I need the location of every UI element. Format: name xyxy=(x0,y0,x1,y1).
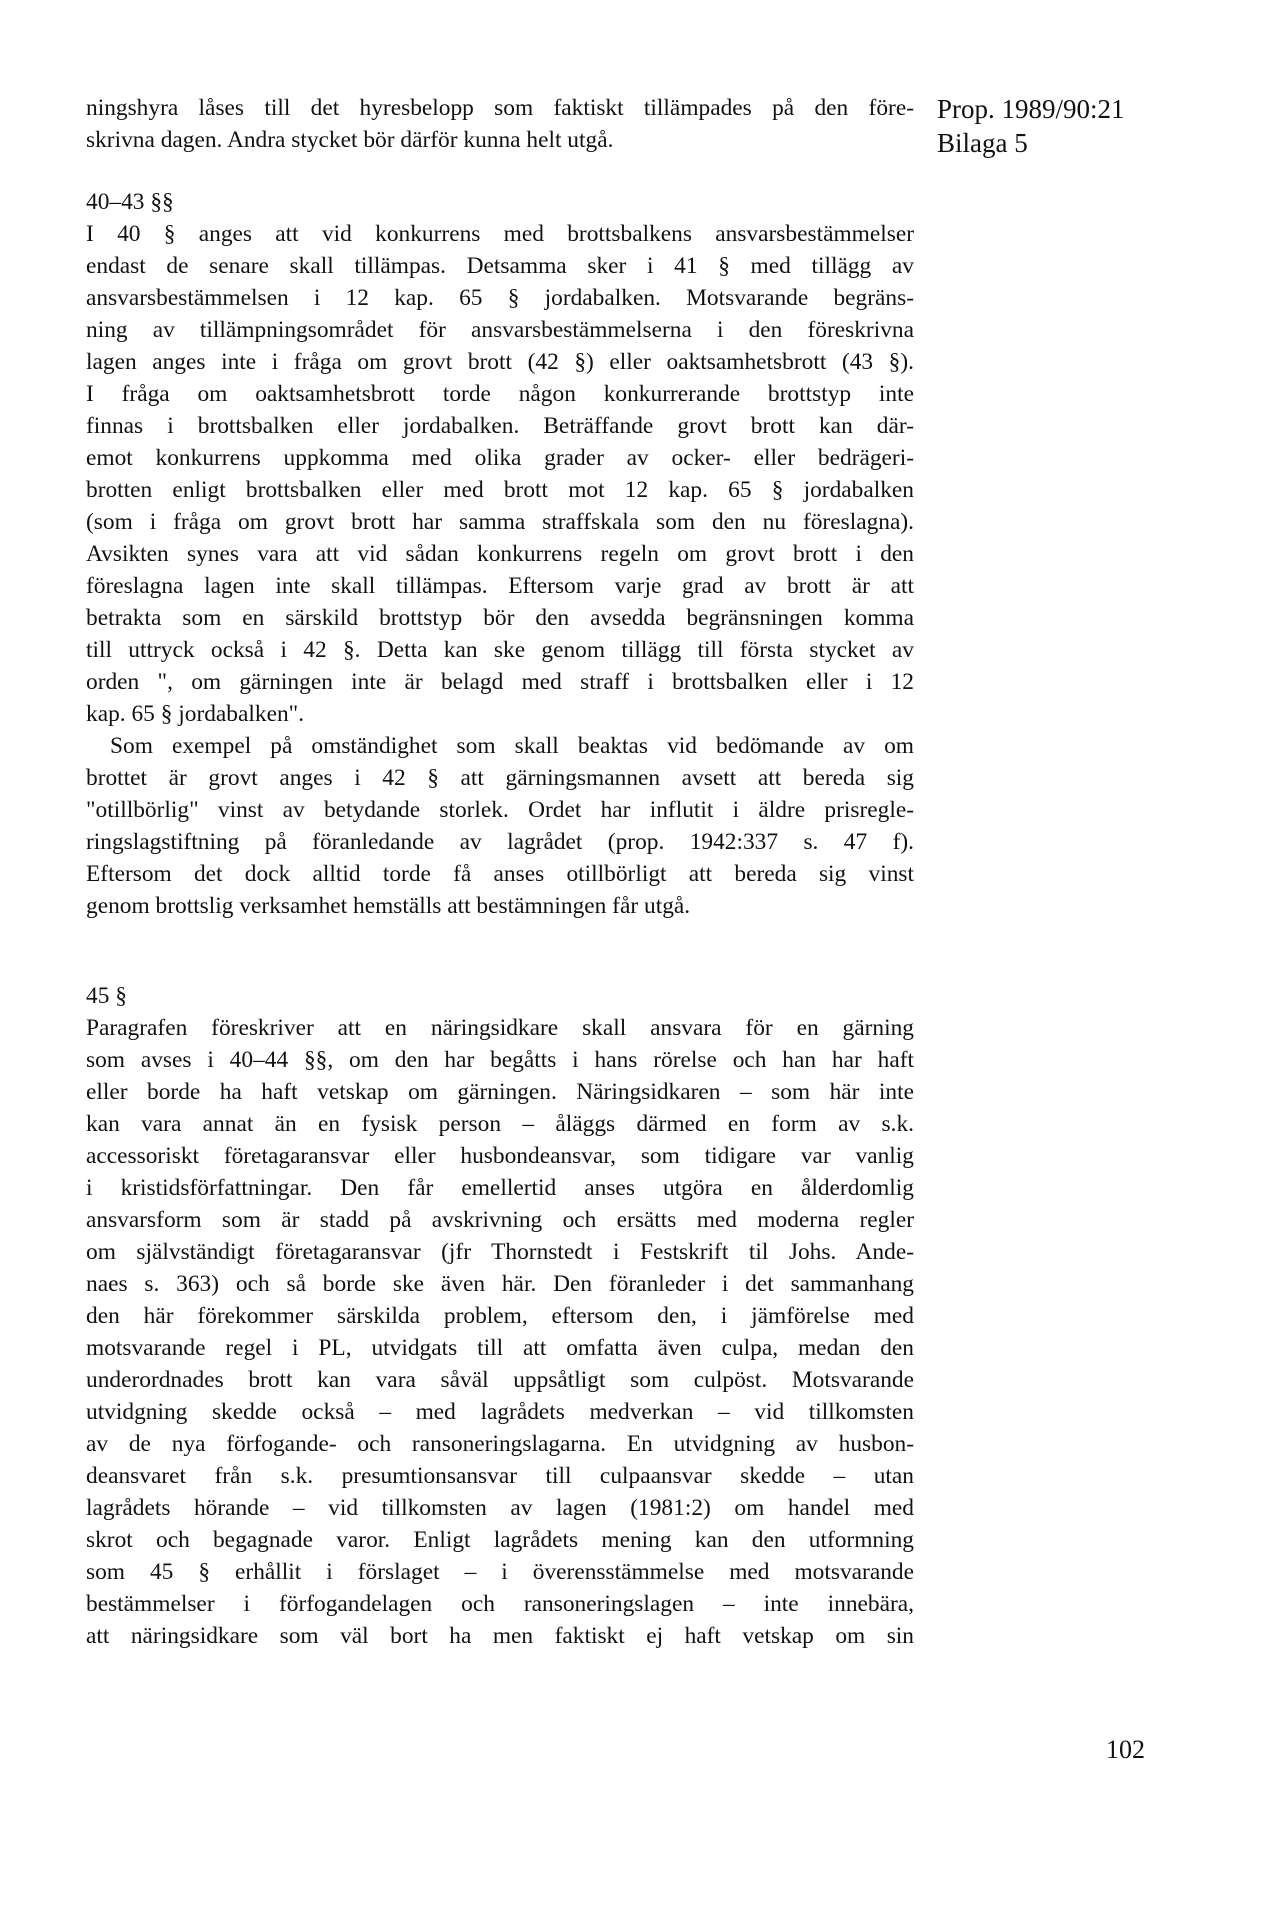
body-line: underordnades brott kan vara såväl uppsåtligt som culpöst. Motsvarande xyxy=(86,1367,914,1393)
text-column xyxy=(86,92,914,1652)
page-number: 102 xyxy=(1106,1735,1145,1764)
body-line: lagen anges inte i fråga om grovt brott (42 §) eller oaktsamhetsbrott (43 §). xyxy=(86,349,914,375)
body-line: emot konkurrens uppkomma med olika grader av ocker- eller bedrägeri- xyxy=(86,445,914,471)
body-line: som 45 § erhållit i förslaget – i överensstämmelse med motsvarande xyxy=(86,1559,914,1585)
body-line: Avsikten synes vara att vid sådan konkurrens regeln om grovt brott i den xyxy=(86,541,914,567)
body-line: bestämmelser i förfogandelagen och ransoneringslagen – inte innebära, xyxy=(86,1591,914,1617)
body-line: föreslagna lagen inte skall tillämpas. Eftersom varje grad av brott är att xyxy=(86,573,914,599)
body-line: kan vara annat än en fysisk person – åläggs därmed en form av s.k. xyxy=(86,1111,914,1137)
body-line: om självständigt företagaransvar (jfr Thornstedt i Festskrift til Johs. Ande- xyxy=(86,1239,914,1265)
body-line: utvidgning skedde också – med lagrådets medverkan – vid tillkomsten xyxy=(86,1399,914,1425)
proposition-number: Prop. 1989/90:21 xyxy=(937,94,1125,124)
body-line: av de nya förfogande- och ransoneringslagarna. En utvidgning av husbon- xyxy=(86,1431,914,1457)
body-line: "otillbörlig" vinst av betydande storlek. Ordet har influtit i äldre prisregle- xyxy=(86,797,914,823)
body-line: Eftersom det dock alltid torde få anses otillbörligt att bereda sig vinst xyxy=(86,861,914,887)
body-line: att näringsidkare som väl bort ha men faktiskt ej haft vetskap om sin xyxy=(86,1623,914,1649)
body-line: genom brottslig verksamhet hemställs att bestämningen får utgå. xyxy=(86,893,691,919)
intro-line: skrivna dagen. Andra stycket bör därför kunna helt utgå. xyxy=(86,127,614,153)
body-line: I 40 § anges att vid konkurrens med brottsbalkens ansvarsbestämmelser xyxy=(86,221,914,247)
body-line: ringslagstiftning på föranledande av lagrådet (prop. 1942:337 s. 47 f). xyxy=(86,829,914,855)
margin-header xyxy=(937,92,1125,160)
section-heading-40-43: 40–43 §§ xyxy=(86,189,174,215)
body-line: Paragrafen föreskriver att en näringsidkare skall ansvara för en gärning xyxy=(86,1015,914,1041)
intro-line: ningshyra låses till det hyresbelopp som faktiskt tillämpades på den före- xyxy=(86,95,914,121)
body-line: (som i fråga om grovt brott har samma straffskala som den nu föreslagna). xyxy=(86,509,914,535)
section-heading-45: 45 § xyxy=(86,983,127,1009)
body-line: betrakta som en särskild brottstyp bör den avsedda begränsningen komma xyxy=(86,605,914,631)
body-line: brotten enligt brottsbalken eller med brott mot 12 kap. 65 § jordabalken xyxy=(86,477,914,503)
body-line: deansvaret från s.k. presumtionsansvar till culpaansvar skedde – utan xyxy=(86,1463,914,1489)
body-line: orden ", om gärningen inte är belagd med straff i brottsbalken eller i 12 xyxy=(86,669,914,695)
body-line: lagrådets hörande – vid tillkomsten av lagen (1981:2) om handel med xyxy=(86,1495,914,1521)
body-line: kap. 65 § jordabalken". xyxy=(86,701,305,727)
body-line: ansvarsform som är stadd på avskrivning och ersätts med moderna regler xyxy=(86,1207,914,1233)
body-line: ning av tillämpningsområdet för ansvarsbestämmelserna i den föreskrivna xyxy=(86,317,914,343)
body-line: eller borde ha haft vetskap om gärningen. Näringsidkaren – som här inte xyxy=(86,1079,914,1105)
body-line: Som exempel på omständighet som skall beaktas vid bedömande av om xyxy=(110,733,914,759)
body-line: den här förekommer särskilda problem, eftersom den, i jämförelse med xyxy=(86,1303,914,1329)
body-line: i kristidsförfattningar. Den får emellertid anses utgöra en ålderdomlig xyxy=(86,1175,914,1201)
body-line: som avses i 40–44 §§, om den har begåtts i hans rörelse och han har haft xyxy=(86,1047,914,1073)
appendix-label: Bilaga 5 xyxy=(937,128,1028,158)
body-line: skrot och begagnade varor. Enligt lagrådets mening kan den utformning xyxy=(86,1527,914,1553)
body-line: I fråga om oaktsamhetsbrott torde någon konkurrerande brottstyp inte xyxy=(86,381,914,407)
body-line: accessoriskt företagaransvar eller husbondeansvar, som tidigare var vanlig xyxy=(86,1143,914,1169)
body-line: finnas i brottsbalken eller jordabalken. Beträffande grovt brott kan där- xyxy=(86,413,914,439)
body-line: naes s. 363) och så borde ske även här. Den föranleder i det sammanhang xyxy=(86,1271,914,1297)
body-line: till uttryck också i 42 §. Detta kan ske genom tillägg till första stycket av xyxy=(86,637,914,663)
body-line: ansvarsbestämmelsen i 12 kap. 65 § jordabalken. Motsvarande begräns- xyxy=(86,285,914,311)
body-line: endast de senare skall tillämpas. Detsamma sker i 41 § med tillägg av xyxy=(86,253,914,279)
body-line: motsvarande regel i PL, utvidgats till att omfatta även culpa, medan den xyxy=(86,1335,914,1361)
body-line: brottet är grovt anges i 42 § att gärningsmannen avsett att bereda sig xyxy=(86,765,914,791)
